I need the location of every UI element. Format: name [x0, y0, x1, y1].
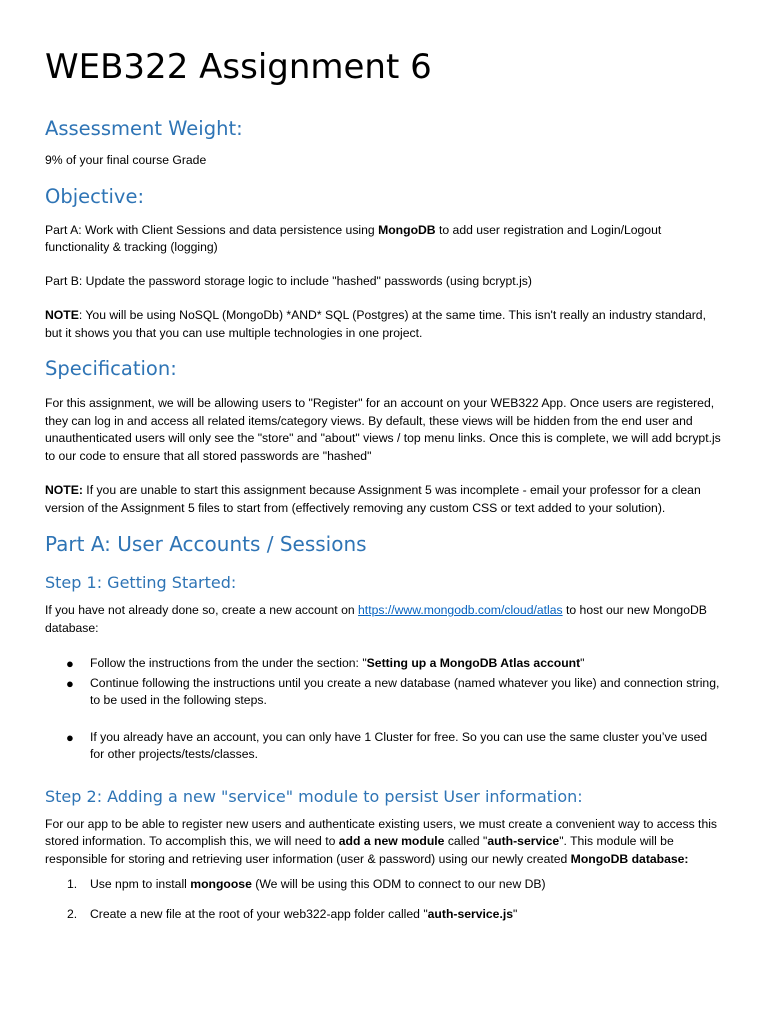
part-a-heading: Part A: User Accounts / Sessions: [45, 532, 367, 556]
bullet-icon: ●: [66, 675, 74, 691]
step2-item-2: 2. Create a new file at the root of your web322-app folder called "auth-service.js": [67, 906, 518, 921]
bullet-icon: ●: [66, 656, 74, 671]
specification-paragraph: For this assignment, we will be allowing users to "Register" for an account on your WEB322 App. Once users are registered, they can log in and access all related items/category views. By default, these views will be hidden from the end user and unauthenticated users will only see the "store" and "about" views / top menu links. Once this is complete, we will add bcrypt.js to our code to ensure that all stored passwords are "hashed": [45, 396, 721, 463]
mongodb-atlas-link[interactable]: https://www.mongodb.com/cloud/atlas: [358, 603, 563, 617]
step2-item-1: 1. Use npm to install mongoose (We will be using this ODM to connect to our new DB): [67, 877, 546, 891]
step2-paragraph: For our app to be able to register new users and authenticate existing users, we must create a convenient way to access this stored information. To accomplish this, we will need to add a new module called "auth-service". This module will be responsible for storing and retrieving user information (user & password) using our newly created MongoDB database:: [45, 816, 718, 866]
specification-note: NOTE: If you are unable to start this assignment because Assignment 5 was incomplete - email your professor for a clean version of the Assignment 5 files to start from (effectively removing any custom CSS or text added to your solution).: [45, 483, 701, 515]
step1-bullet-3: ● If you already have an account, you can only have 1 Cluster for free. So you can use the same cluster you’ve used for other projects/tests/classes.: [66, 729, 708, 761]
assessment-weight-heading: Assessment Weight:: [45, 117, 243, 140]
step1-intro: If you have not already done so, create a new account on https://www.mongodb.com/cloud/atlas to host our new MongoDB database:: [45, 603, 707, 635]
bullet-icon: ●: [66, 729, 74, 745]
step1-bullet-1: ● Follow the instructions from the under the section: "Setting up a MongoDB Atlas account": [66, 656, 585, 671]
step1-bullet-2: ● Continue following the instructions until you create a new database (named whatever you like) and connection string, to be used in the following steps.: [66, 675, 720, 707]
step2-heading: Step 2: Adding a new "service" module to persist User information:: [45, 786, 583, 806]
objective-part-b: Part B: Update the password storage logic to include "hashed" passwords (using bcrypt.js): [45, 273, 532, 288]
objective-note: NOTE: You will be using NoSQL (MongoDb) *AND* SQL (Postgres) at the same time. This isn't really an industry standard, but it shows you that you can use multiple technologies in one project.: [45, 308, 706, 340]
step1-heading: Step 1: Getting Started:: [45, 573, 237, 592]
objective-part-a: Part A: Work with Client Sessions and data persistence using MongoDB to add user registration and Login/Logout functionality & tracking (logging): [45, 222, 662, 254]
document-title: WEB322 Assignment 6: [45, 47, 432, 87]
assessment-weight-text: 9% of your final course Grade: [45, 153, 207, 167]
objective-heading: Objective:: [45, 184, 145, 208]
specification-heading: Specification:: [45, 357, 177, 380]
